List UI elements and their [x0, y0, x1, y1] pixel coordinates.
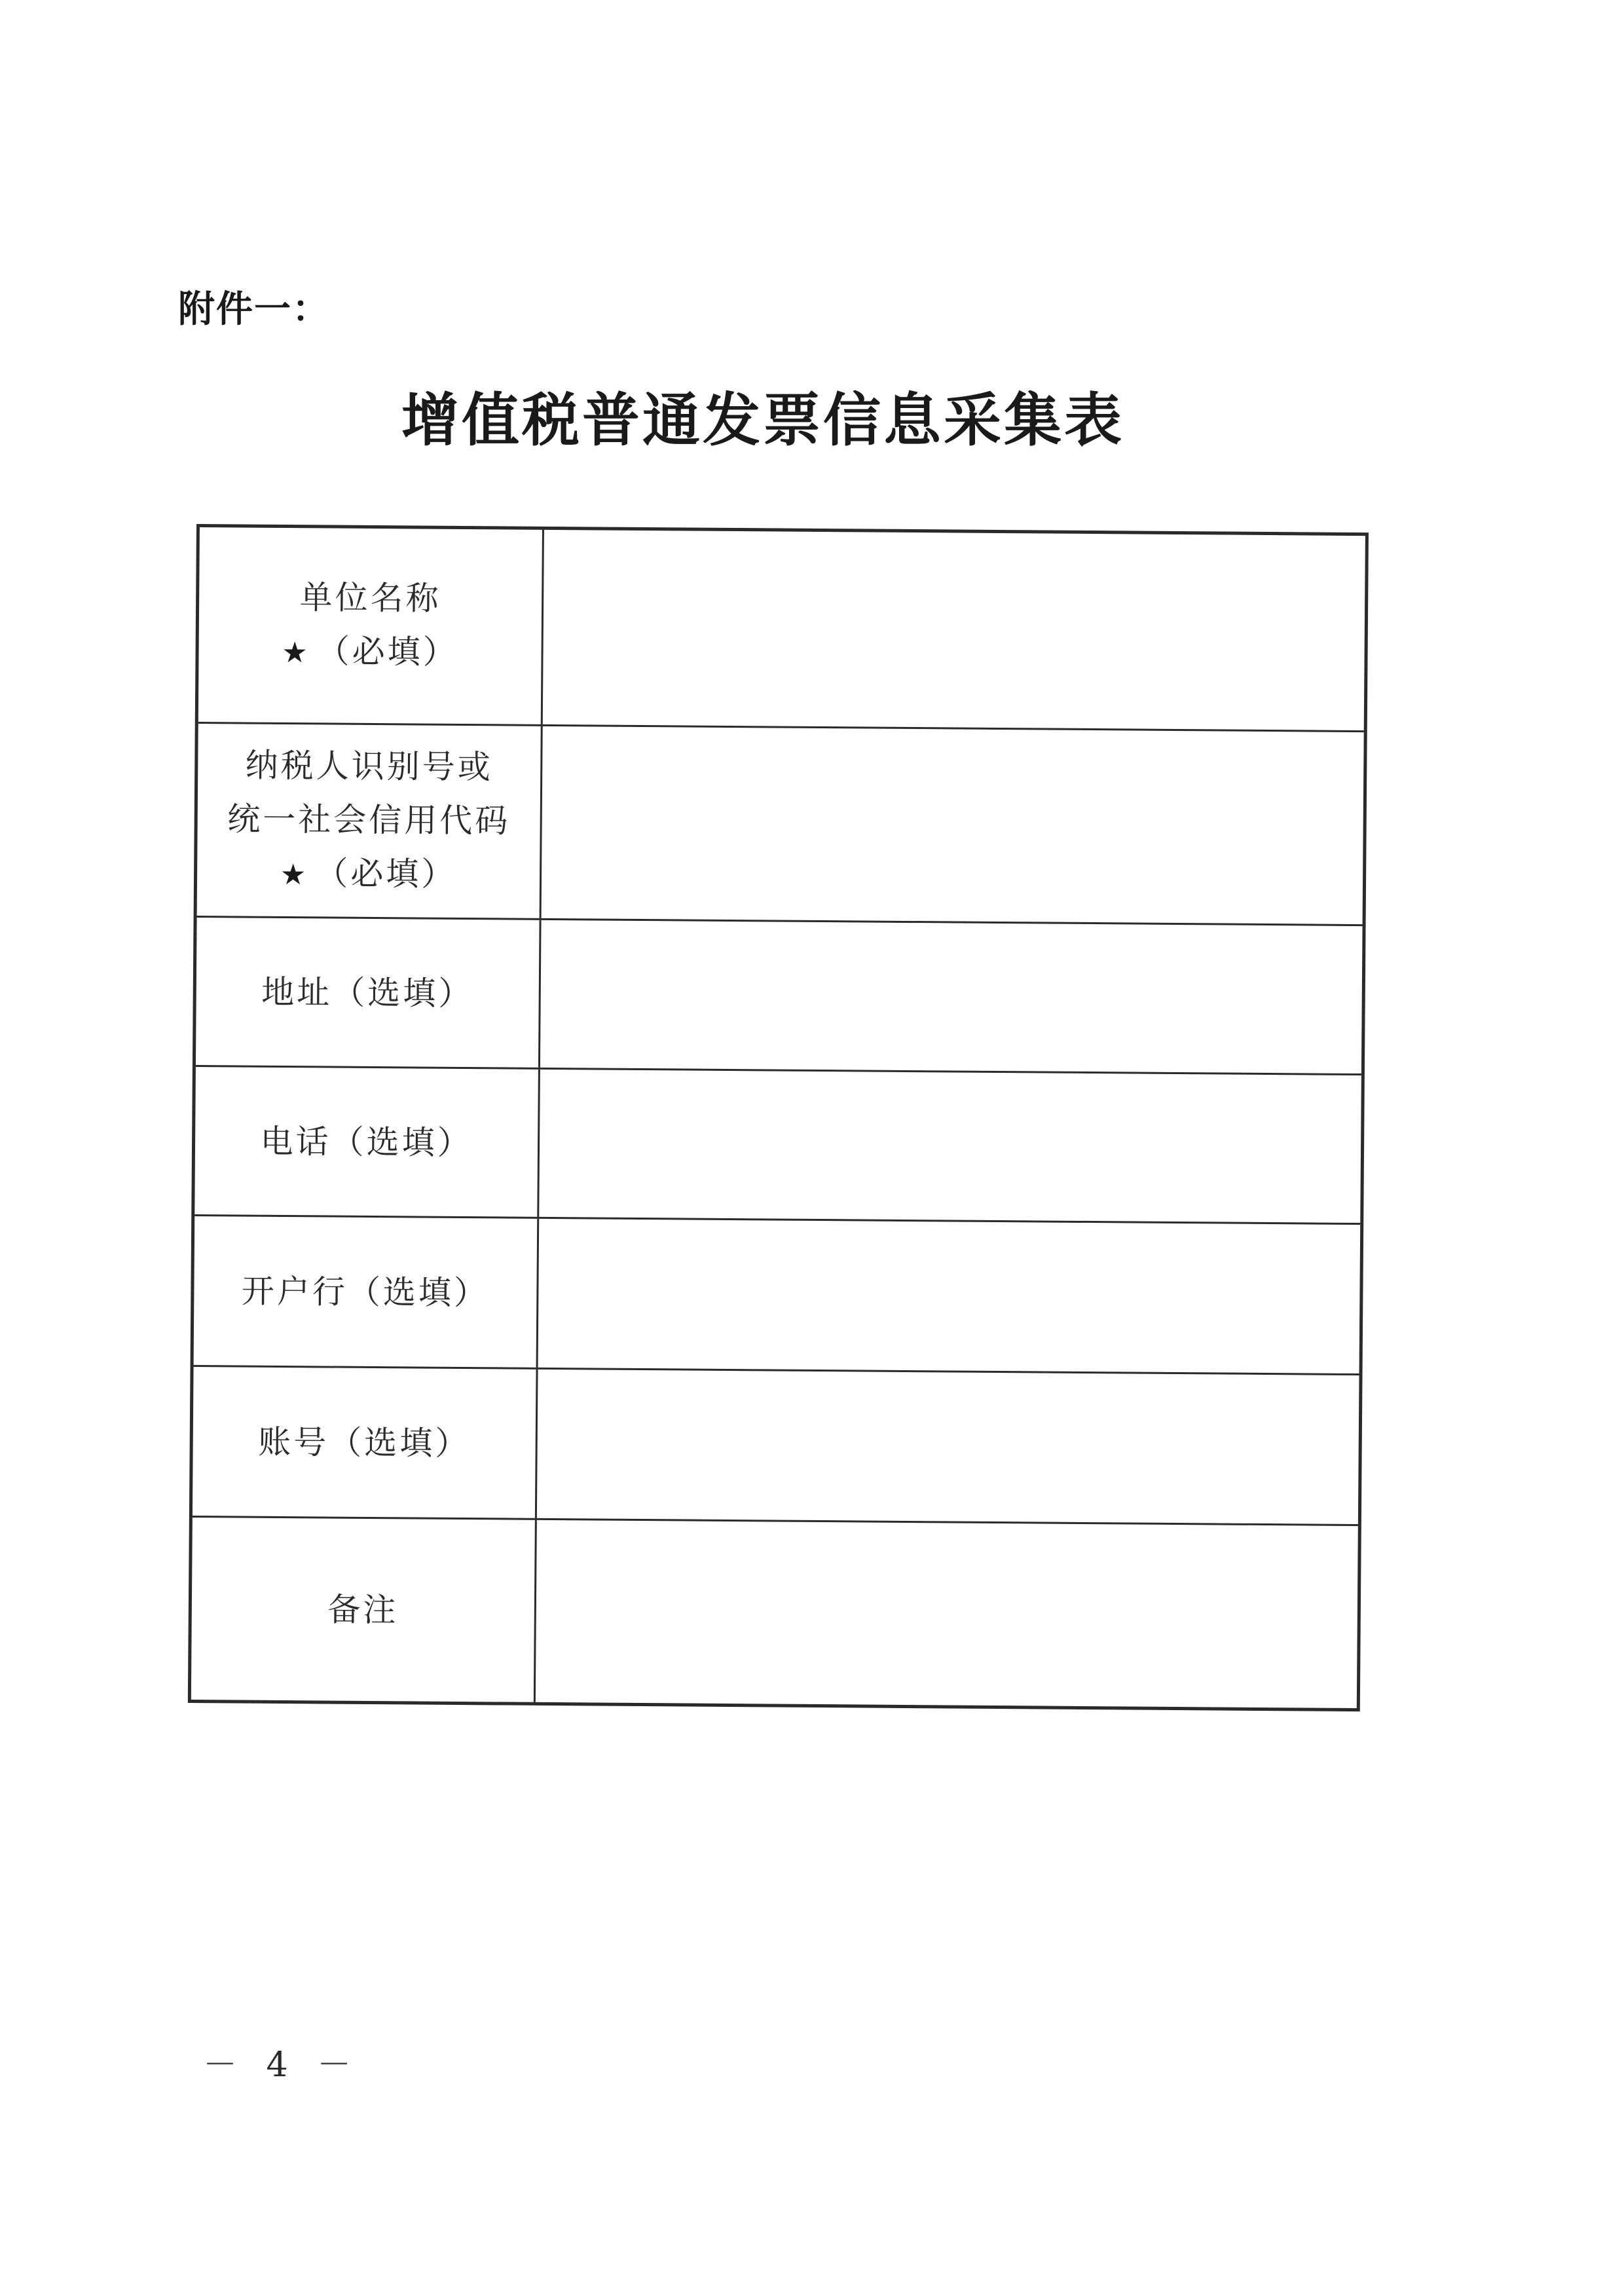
row-label: [197, 724, 543, 918]
label-line: 备注: [327, 1590, 399, 1630]
star-icon: ★: [282, 635, 310, 670]
required-note: （必填）: [315, 854, 457, 893]
page-number: － 4 －: [203, 2045, 361, 2085]
row-label: [194, 1216, 540, 1368]
label-line: 账号（选填）: [258, 1423, 471, 1463]
row-phone: [194, 1067, 1361, 1225]
label-line: 开户行（选填）: [241, 1272, 490, 1312]
row-account: [193, 1367, 1359, 1526]
label-line: 纳税人识别号或: [245, 746, 494, 787]
row-label: [196, 918, 542, 1068]
row-company-name: [198, 527, 1365, 732]
account-input[interactable]: [537, 1370, 1359, 1524]
row-label: [191, 1518, 537, 1702]
row-address: [196, 918, 1363, 1075]
star-icon: ★: [280, 857, 309, 892]
row-remarks: [191, 1518, 1358, 1708]
required-note-line: [282, 624, 458, 681]
info-collection-table: [188, 524, 1369, 1711]
label-line: 单位名称: [299, 578, 441, 618]
required-note-line: [280, 846, 457, 903]
company-name-input[interactable]: [543, 530, 1365, 730]
bank-input[interactable]: [538, 1219, 1361, 1373]
label-line: 电话（选填）: [260, 1122, 473, 1162]
form-title: 增值税普通发票信息采集表: [401, 386, 1124, 454]
row-taxpayer-id: [197, 724, 1364, 926]
attachment-label: 附件一：: [178, 288, 330, 331]
row-label: [198, 527, 544, 724]
phone-input[interactable]: [539, 1070, 1361, 1223]
row-label: [194, 1067, 540, 1217]
label-line: 统一社会信用代码: [227, 800, 511, 840]
remarks-input[interactable]: [536, 1520, 1358, 1708]
row-label: [193, 1367, 538, 1518]
row-bank: [194, 1216, 1361, 1375]
address-input[interactable]: [540, 920, 1363, 1073]
required-note: （必填）: [316, 632, 459, 671]
label-line: 地址（选填）: [261, 973, 474, 1013]
taxpayer-id-input[interactable]: [542, 726, 1364, 924]
